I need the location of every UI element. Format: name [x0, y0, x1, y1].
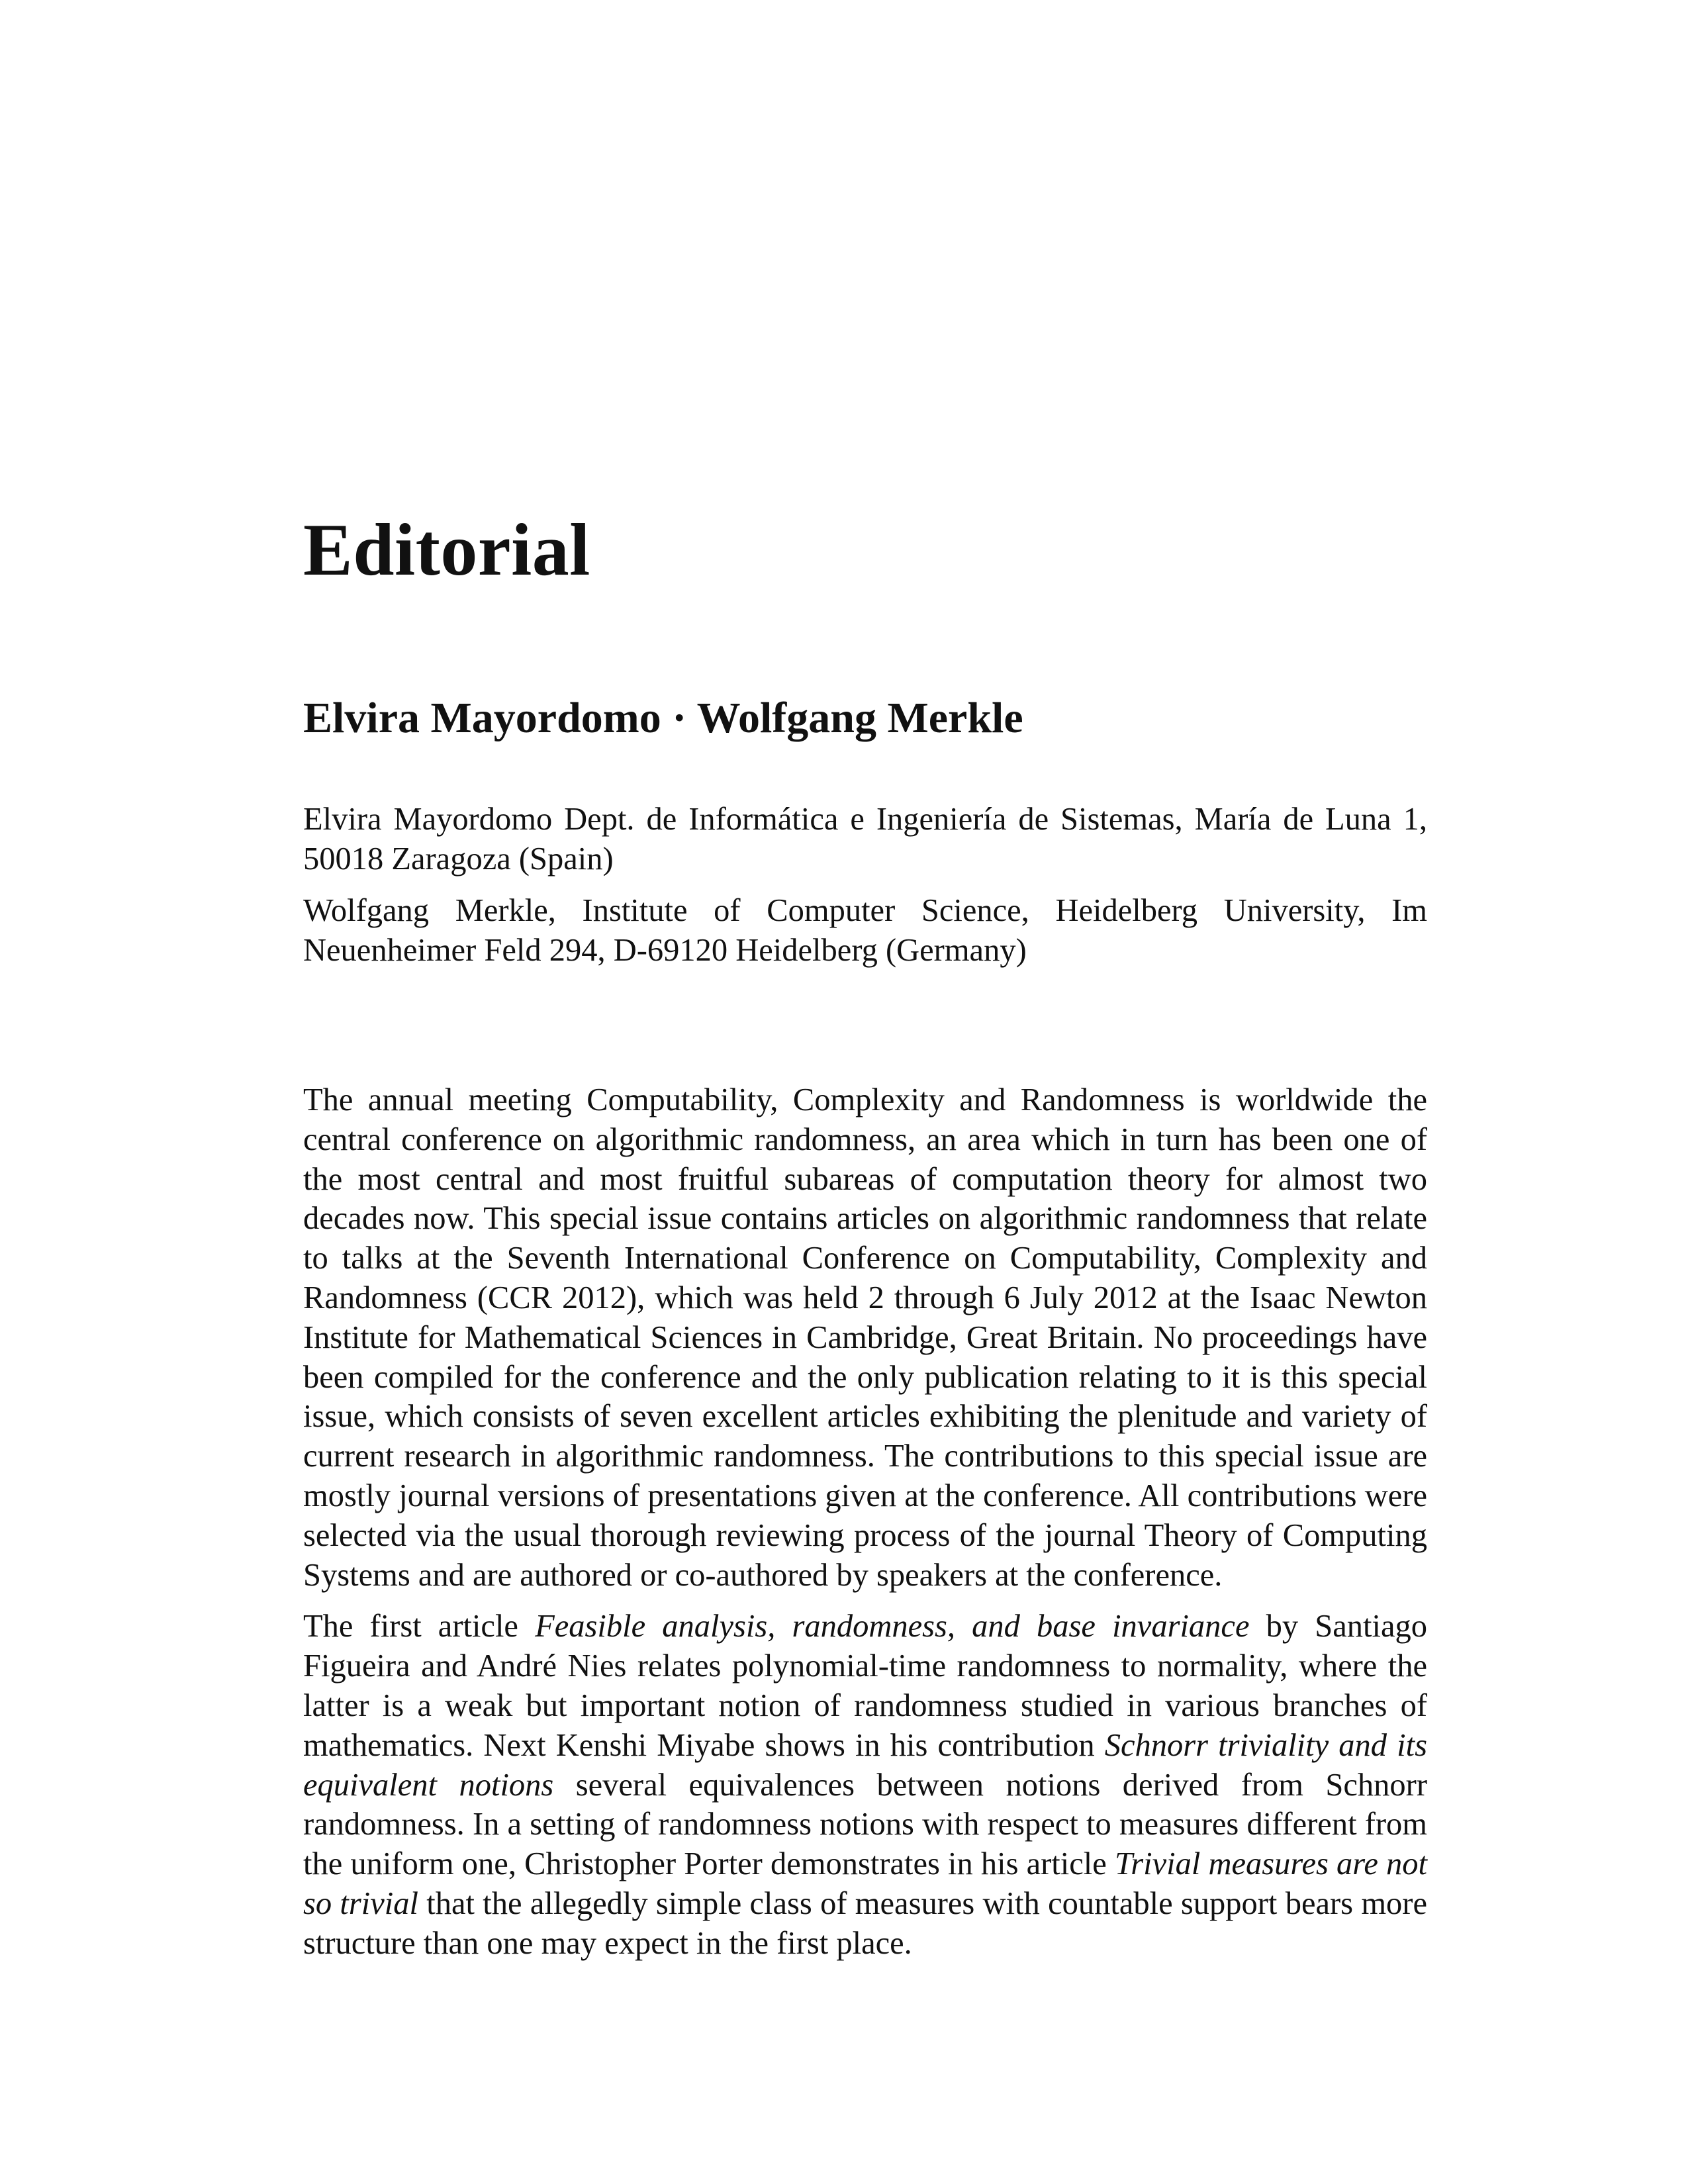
paragraph-2 — [303, 1607, 1427, 1963]
affiliation-merkle: Wolfgang Merkle, Institute of Computer Science, Heidelberg University, Im Neuenheimer Feld 294, D-69120 Heidelberg (Germany) — [303, 893, 1427, 968]
article-title-schnorr-triviality: Schnorr triviality and its equivalent notions — [303, 1727, 1427, 1803]
article-title-trivial-measures: Trivial measures are not so trivial — [303, 1846, 1427, 1921]
paragraph-2-text: several equivalences between notions derived from Schnorr randomness. In a setting of randomness notions with respect to measures different from the uniform one, Christopher Porter demonstrates in his article — [303, 1767, 1427, 1882]
page-title: Editorial — [303, 509, 590, 592]
paragraph-2-text: that the allegedly simple class of measures with countable support bears more structure than one may expect in the first place. — [303, 1885, 1427, 1961]
paragraph-1 — [303, 1080, 1427, 1595]
affiliation-mayordomo: Elvira Mayordomo Dept. de Informática e Ingeniería de Sistemas, María de Luna 1, 50018 Zaragoza (Spain) — [303, 802, 1427, 877]
paragraph-1-text: The annual meeting Computability, Complexity and Randomness is worldwide the central conference on algorithmic randomness, an area which in turn has been one of the most central and most fruitful subareas of computation theory for almost two decades now. This special issue contains articles on algorithmic randomness that relate to talks at the Seventh International Conference on Computability, Complexity and Randomness (CCR 2012), which was held 2 through 6 July 2012 at the Isaac Newton Institute for Mathematical Sciences in Cambridge, Great Britain. No proceedings have been compiled for the conference and the only publication relating to it is this special issue, which consists of seven excellent articles exhibiting the plenitude and variety of current research in algorithmic randomness. The contributions to this special issue are mostly journal versions of presentations given at the conference. All contributions were selected via the usual thorough reviewing process of the journal Theory of Computing Systems and are authored or co-authored by speakers at the conference. — [303, 1082, 1427, 1593]
body-text — [303, 1080, 1427, 1975]
paragraph-2-text: by Santiago Figueira and André Nies relates polynomial-time randomness to normality, where the latter is a weak but important notion of randomness studied in various branches of mathematics. Next Kenshi Miyabe shows in his contribution — [303, 1609, 1427, 1763]
affiliations — [303, 800, 1427, 982]
paragraph-2-text: The first article — [303, 1609, 536, 1644]
article-title-feasible-analysis: Feasible analysis, randomness, and base invariance — [535, 1609, 1250, 1644]
author-list: Elvira Mayordomo · Wolfgang Merkle — [303, 694, 1023, 742]
